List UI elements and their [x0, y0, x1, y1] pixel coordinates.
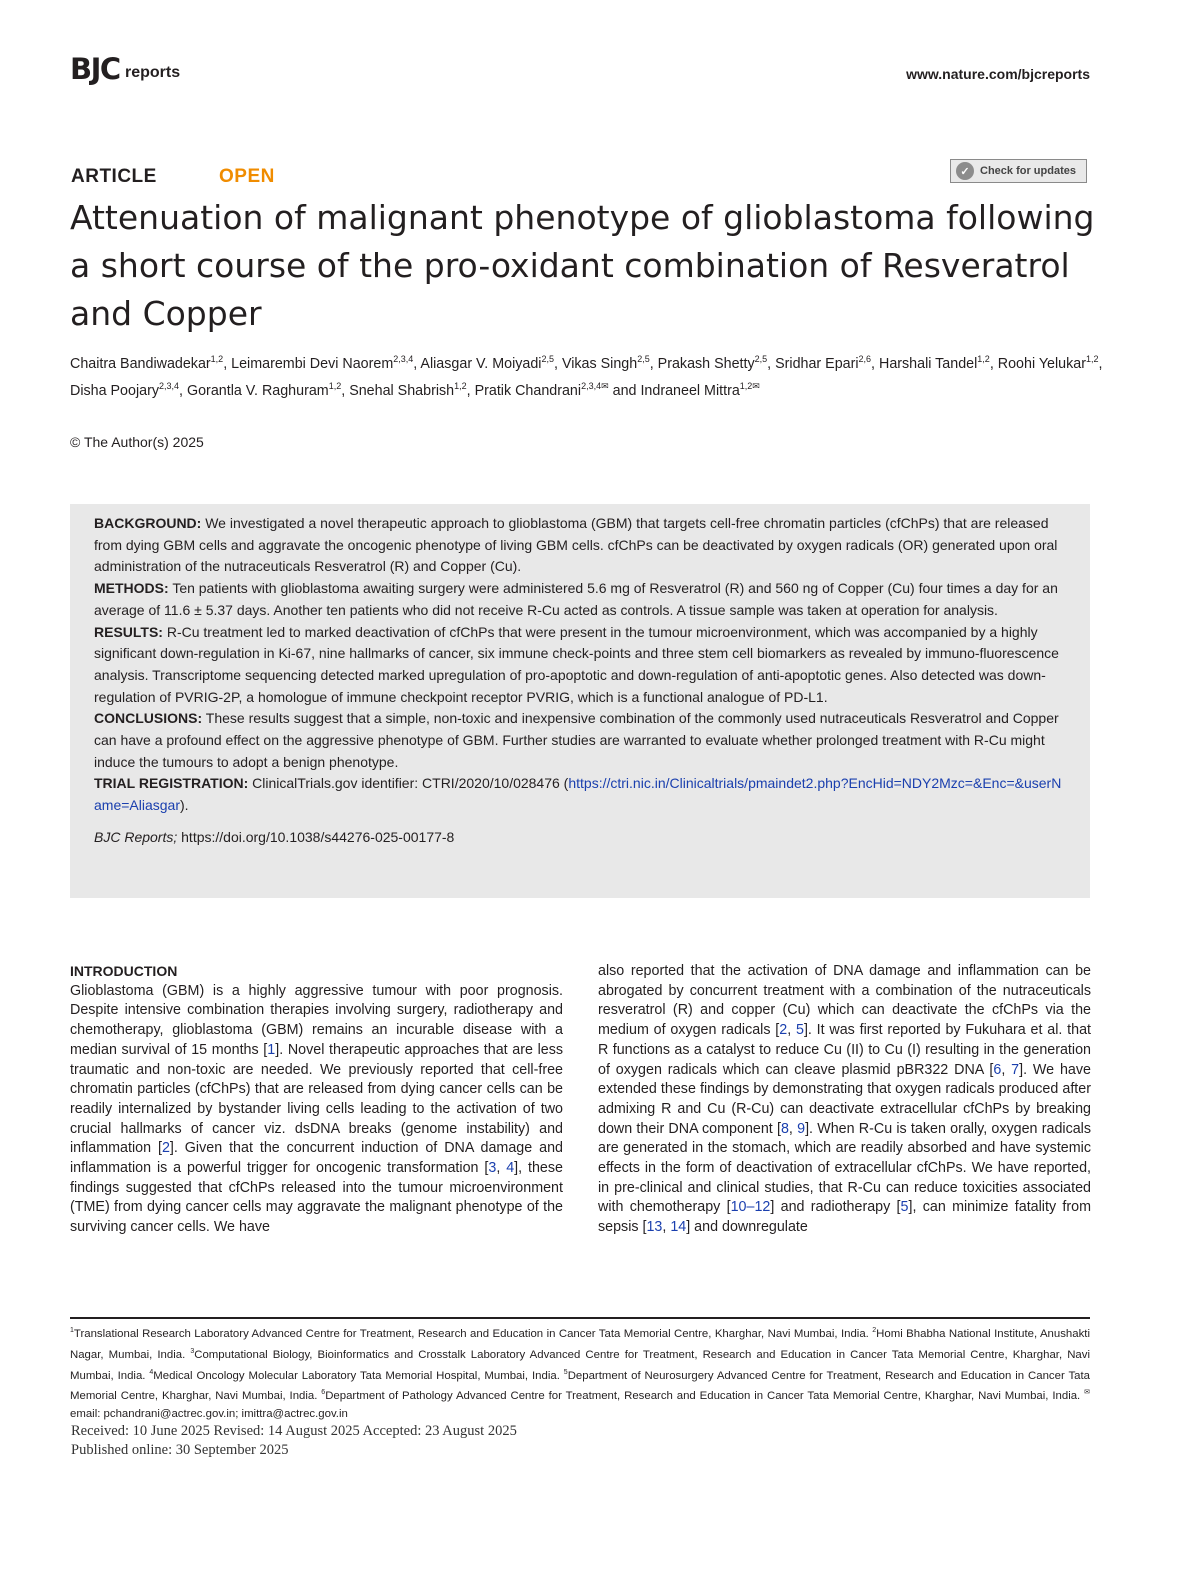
methods-text: Ten patients with glioblastoma awaiting surgery were administered 5.6 mg of Resveratrol (R) and 560 ng of Copper (Cu) four times a day for an average of 11.6 ± 5.37 days. Another ten patients who did not receive R-Cu acted as controls. A tissue sample was taken at operation for analysis. [94, 580, 1058, 618]
author-name: Aliasgar V. Moiyadi [420, 355, 542, 372]
author-name: Vikas Singh [561, 355, 638, 372]
body-column-right [598, 962, 1091, 1238]
author-name: Leimarembi Devi Naorem [231, 355, 394, 372]
affiliation-text: Computational Biology, Bioinformatics and Crosstalk Laboratory Advanced Centre for Treatment, Research and Education in Cancer Tata Memorial Centre, Kharghar, Navi Mumbai, India. [70, 1348, 1090, 1382]
background-text: We investigated a novel therapeutic approach to glioblastoma (GBM) that targets cell-free chromatin particles (cfChPs) that are released from dying GBM cells and aggravate the oncogenic phenotype of living GBM cells. cfChPs can be deactivated by oxygen radicals (OR) generated upon oral administration of the nutraceuticals Resveratrol (R) and Copper (Cu). [94, 515, 1058, 575]
reference-link[interactable]: 5 [795, 1022, 804, 1039]
author-name: Gorantla V. Raghuram [186, 382, 329, 399]
conclusions-label: CONCLUSIONS: [94, 710, 203, 727]
open-access-label: OPEN [219, 166, 275, 187]
background-label: BACKGROUND: [94, 515, 202, 531]
abstract-methods [94, 578, 1066, 621]
affiliation-text: email: pchandrani@actrec.gov.in; imittra@actrec.gov.in [70, 1408, 348, 1421]
citation-journal: BJC Reports; [94, 828, 178, 845]
reference-link[interactable]: 2 [161, 1140, 170, 1157]
reference-link[interactable]: 8 [780, 1120, 789, 1137]
affiliation-number: 5 [563, 1368, 568, 1376]
article-title: Attenuation of malignant phenotype of glioblastoma following a short course of the pro-oxidant combination of Resveratrol and Copper [70, 198, 1095, 333]
methods-label: METHODS: [94, 580, 169, 597]
affiliation-number: 2 [872, 1327, 877, 1334]
check-for-updates-label: Check for updates [980, 165, 1076, 177]
reference-link[interactable]: 6 [993, 1061, 1002, 1078]
author-name: Sridhar Epari [775, 355, 859, 372]
author-affiliation-marker: 2,3,4 [393, 354, 414, 364]
reference-link[interactable]: 7 [1011, 1061, 1020, 1078]
author-name: Snehal Shabrish [349, 382, 455, 399]
reference-link[interactable]: 10–12 [730, 1199, 771, 1216]
author-affiliation-marker: 1,2 [210, 354, 224, 364]
results-text: R-Cu treatment led to marked deactivation of cfChPs that were present in the tumour microenvironment, which was accompanied by a highly significant down-regulation in Ki-67, nine hallmarks of cancer, six immune check-points and three stem cell biomarkers as revealed by immuno-fluorescence analysis. Transcriptome sequencing detected marked upregulation of pro-apoptotic and down-regulation of anti-apoptotic genes. Also detected was down-regulation of PVRIG-2P, a homologue of immune checkpoint receptor PVRIG, which is a functional analogue of PD-L1. [94, 623, 1059, 705]
author-affiliation-marker: 2,3,4 [159, 380, 180, 391]
trial-label: TRIAL REGISTRATION: [94, 775, 249, 792]
reference-link[interactable]: 4 [506, 1160, 515, 1177]
doi-link[interactable]: https://doi.org/10.1038/s44276-025-00177-8 [181, 828, 455, 845]
reference-link[interactable]: 13 [646, 1219, 663, 1236]
footer-divider [70, 1317, 1090, 1319]
affiliation-number: 3 [190, 1347, 195, 1355]
copyright-notice: © The Author(s) 2025 [70, 434, 204, 450]
author-affiliation-marker: 2,5 [637, 354, 650, 364]
author-name: Roohi Yelukar [997, 355, 1086, 372]
author-name: Harshali Tandel [879, 355, 978, 372]
section-heading-introduction: INTRODUCTION [70, 963, 178, 979]
affiliation-text: Department of Neurosurgery Advanced Centre for Treatment, Research and Education in Cancer Tata Memorial Centre, Kharghar, Navi Mumbai, India. [70, 1369, 1090, 1403]
author-name: Indraneel Mittra [640, 382, 740, 399]
abstract-trial-registration [94, 773, 1066, 816]
abstract-box [70, 504, 1090, 898]
journal-logo: BJC [70, 52, 120, 86]
dates-received: Received: 10 June 2025 Revised: 14 August 2025 Accepted: 23 August 2025 [71, 1423, 517, 1439]
reference-link[interactable]: 1 [267, 1041, 276, 1058]
affiliation-text: Medical Oncology Molecular Laboratory Tata Memorial Hospital, Mumbai, India. [153, 1369, 564, 1382]
trial-close: ). [180, 797, 189, 814]
affiliation-number: 1 [70, 1327, 74, 1334]
reference-link[interactable]: 9 [797, 1120, 806, 1137]
dates-published: Published online: 30 September 2025 [71, 1442, 289, 1458]
author-affiliation-marker: 2,3,4✉ [581, 380, 609, 391]
intro-paragraph-right: also reported that the activation of DNA damage and inflammation can be abrogated by concurrent treatment with a combination of the nutraceuticals resveratrol (R) and copper (Cu) which can deactivate the cfChPs via the medium of oxygen radicals [2, 5]. It was first reported by Fukuhara et al. that R functions as a catalyst to reduce Cu (II) to Cu (I) resulting in the generation of oxygen radicals which can cleave plasmid pBR322 DNA [6, 7]. We have extended these findings by demonstrating that oxygen radicals produced after admixing R and Cu (R-Cu) can deactivate extracellular cfChPs by breaking down their DNA component [8, 9]. When R-Cu is taken orally, oxygen radicals are generated in the stomach, which are readily absorbed and have systemic effects in the form of deactivation of extracellular cfChPs. We have reported, in pre-clinical and clinical studies, that R-Cu can reduce toxicities associated with chemotherapy [10–12] and radiotherapy [5], can minimize fatality from sepsis [13, 14] and downregulate [598, 963, 1091, 1236]
reference-link[interactable]: 2 [779, 1022, 788, 1039]
conclusions-text: These results suggest that a simple, non-toxic and inexpensive combination of the commonly used nutraceuticals Resveratrol and Copper can have a profound effect on the aggressive phenotype of GBM. Further studies are warranted to evaluate whether prolonged treatment with R-Cu might induce the tumours to adopt a benign phenotype. [94, 710, 1059, 770]
intro-paragraph-left: Glioblastoma (GBM) is a highly aggressive tumour with poor prognosis. Despite intensive combination therapies involving surgery, radiotherapy and chemotherapy, glioblastoma (GBM) remains an incurable disease with a median survival of 15 months [1]. Novel therapeutic approaches that are less traumatic and non-toxic are needed. We previously reported that cell-free chromatin particles (cfChPs) that are released from dying cancer cells can be readily internalized by bystander living cells leading to the activation of two crucial hallmarks of cancer viz. dsDNA breaks (genome instability) and inflammation [2]. Given that the concurrent induction of DNA damage and inflammation is a powerful trigger for oncogenic transformation [3, 4], these findings suggested that cfChPs released into the tumour microenvironment (TME) from dying cancer cells may aggravate the malignant phenotype of the surviving cancer cells. We have [70, 982, 564, 1236]
update-check-icon: ✓ [956, 162, 974, 180]
author-name: Chaitra Bandiwadekar [70, 355, 211, 372]
author-affiliation-marker: 1,2✉ [739, 380, 760, 391]
author-affiliation-marker: 2,5 [754, 354, 768, 364]
author-affiliation-marker: 1,2 [1086, 354, 1099, 364]
affiliation-text: Department of Pathology Advanced Centre for Treatment, Research and Education in Cancer Tata Memorial Centre, Kharghar, Navi Mumbai, India. [325, 1390, 1085, 1403]
publication-dates [71, 1422, 517, 1460]
journal-logo-subtitle: reports [125, 64, 181, 81]
check-for-updates-button[interactable] [950, 159, 1087, 183]
trial-text: ClinicalTrials.gov identifier: CTRI/2020/10/028476 ( [252, 775, 569, 792]
abstract-conclusions [94, 708, 1066, 773]
abstract-citation [94, 827, 1066, 849]
author-affiliation-marker: 2,6 [858, 354, 872, 364]
affiliations [70, 1322, 1090, 1423]
author-affiliation-marker: 1,2 [328, 380, 342, 391]
author-list: Chaitra Bandiwadekar$^{1,2}$, Leimarembi Devi Naorem$^{2,3,4}$, Aliasgar V. Moiyadi$^{2,5}$, Vikas Singh$^{2,5}$, Prakash Shetty$^{2,5}$, Sridhar Epari$^{2,6}$, Harshali Tandel$^{1,2}$, Roohi Yelukar$^{1,2}$, Disha Poojary$^{2,3,4}$, Gorantla V. Raghuram$^{1,2}$, Snehal Shabrish$^{1,2}$, Pratik Chandrani$^{2,3,4✉}$ and Indraneel Mittra$^{1,2✉}$ [70, 354, 1103, 399]
author-affiliation-marker: 1,2 [454, 380, 467, 391]
affiliation-number: 4 [149, 1368, 154, 1376]
reference-link[interactable]: 5 [900, 1199, 909, 1216]
trial-registry-link[interactable]: https://ctri.nic.in/Clinicaltrials/pmaindet2.php?EncHid=NDY2Mzc=&Enc=&userName=Aliasgar [94, 775, 1062, 814]
abstract-results [94, 622, 1066, 709]
author-name: Pratik Chandrani [474, 382, 582, 399]
affiliation-text: Homi Bhabha National Institute, Anushakti Nagar, Mumbai, India. [70, 1327, 1090, 1361]
journal-url-link[interactable]: www.nature.com/bjcreports [906, 66, 1090, 82]
article-type-label: ARTICLE [71, 166, 157, 187]
author-name: Prakash Shetty [657, 355, 755, 372]
affiliation-text: Translational Research Laboratory Advanced Centre for Treatment, Research and Education in Cancer Tata Memorial Centre, Kharghar, Navi Mumbai, India. [73, 1327, 873, 1340]
author-name: Disha Poojary [70, 382, 159, 399]
author-affiliation-marker: 1,2 [977, 354, 990, 364]
results-label: RESULTS: [94, 623, 163, 640]
author-affiliation-marker: 2,5 [541, 354, 554, 364]
affiliation-number: 6 [321, 1389, 326, 1397]
affiliation-number: ✉ [1084, 1389, 1090, 1397]
reference-link[interactable]: 14 [670, 1219, 687, 1236]
reference-link[interactable]: 3 [488, 1160, 497, 1177]
abstract-background [94, 513, 1066, 578]
body-column-left [70, 962, 563, 1238]
